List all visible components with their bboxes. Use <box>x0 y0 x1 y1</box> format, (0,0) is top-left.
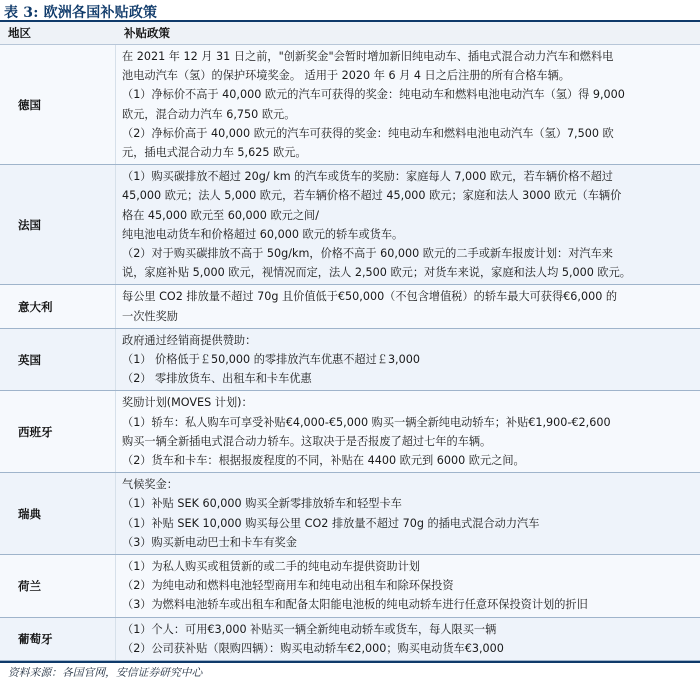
table-row <box>0 329 700 392</box>
table-row <box>0 473 700 555</box>
policy-line: （2）对于购买碳排放不高于 50g/km，价格不高于 60,000 欧元的二手或新车报废计划：对汽车来 <box>122 247 613 261</box>
table-row <box>0 555 700 618</box>
title-bar <box>0 0 700 22</box>
policy-line: （3）购买新电动巴士和卡车有奖金 <box>122 535 297 549</box>
policy-line: 一次性奖励 <box>122 309 178 323</box>
policy-line: （1）补贴 SEK 10,000 购买每公里 CO2 排放量不超过 70g 的插电式混合动力汽车 <box>122 516 540 530</box>
policy-line: （2）公司获补贴（限购四辆）：购买电动轿车€2,000；购买电动货车€3,000 <box>122 641 504 655</box>
row-policy <box>116 329 700 391</box>
policy-line: （2）净标价高于 40,000 欧元的汽车可获得的奖金：纯电动车和燃料电池电动汽车（氢）7,500 欧 <box>122 126 614 140</box>
row-region: 西班牙 <box>0 391 116 472</box>
policy-line: （1）个人：可用€3,000 补贴买一辆全新纯电动轿车或货车，每人限买一辆 <box>122 622 497 636</box>
row-region: 葡萄牙 <box>0 618 116 660</box>
table-title: 表 3: 欧洲各国补贴政策 <box>4 5 158 21</box>
policy-line: 购买一辆全新插电式混合动力轿车。这取决于是否报废了超过七年的车辆。 <box>122 434 492 448</box>
source-note: 资料来源：各国官网，安信证券研究中心 <box>8 666 203 680</box>
subsidy-table <box>0 22 700 663</box>
policy-line: 欧元，混合动力汽车 6,750 欧元。 <box>122 107 296 121</box>
policy-line: （1）为私人购买或租赁新的或二手的纯电动车提供资助计划 <box>122 560 420 574</box>
policy-line: 在 2021 年 12 月 31 日之前，"创新奖金"会暂时增加新旧纯电动车、插电式混合动力汽车和燃料电 <box>122 50 614 63</box>
policy-line: 奖励计划(MOVES 计划)： <box>122 396 253 410</box>
header-policy: 补贴政策 <box>124 26 170 40</box>
policy-line: 纯电池电动货车和价格超过 60,000 欧元的轿车或货车。 <box>122 227 404 241</box>
policy-line: 每公里 CO2 排放量不超过 70g 且价值低于€50,000（不包含增值税）的轿车最大可获得€6,000 的 <box>122 290 618 304</box>
policy-line: （1）补贴 SEK 60,000 购买全新零排放轿车和轻型卡车 <box>122 497 402 511</box>
policy-line: （1）轿车：私人购车可享受补贴€4,000-€5,000 购买一辆全新纯电动轿车；补贴€1,900-€2,600 <box>122 415 611 429</box>
table-row <box>0 391 700 473</box>
row-policy <box>116 473 700 554</box>
table-row <box>0 285 700 328</box>
table-row <box>0 45 700 165</box>
header-region: 地区 <box>8 26 31 40</box>
row-region: 荷兰 <box>0 555 116 617</box>
policy-line: （2）货车和卡车：根据报废程度的不同，补贴在 4400 欧元到 6000 欧元之间。 <box>122 454 525 468</box>
policy-line: （1）净标价不高于 40,000 欧元的汽车可获得的奖金：纯电动车和燃料电池电动汽车（氢）得 9,000 <box>122 88 625 102</box>
row-policy <box>116 618 700 660</box>
row-policy <box>116 555 700 617</box>
row-policy <box>116 45 700 164</box>
policy-line: （2）为纯电动和燃料电池轻型商用车和纯电动出租车和除环保投资 <box>122 579 454 593</box>
policy-line: 说，家庭补贴 5,000 欧元，视情况而定，法人 2,500 欧元；对货车来说，家庭和法人均 5,000 欧元。 <box>122 266 631 280</box>
row-region: 法国 <box>0 165 116 284</box>
row-policy <box>116 285 700 327</box>
policy-line: 池电动汽车（氢）的保护环境奖金。 适用于 2020 年 6 月 4 日之后注册的所有合格车辆。 <box>122 69 570 83</box>
row-region: 英国 <box>0 329 116 391</box>
row-region: 意大利 <box>0 285 116 327</box>
policy-line: （3）为燃料电池轿车或出租车和配备太阳能电池板的纯电动轿车进行任意环保投资计划的折旧 <box>122 598 588 612</box>
row-region: 瑞典 <box>0 473 116 554</box>
policy-line: （1）购买碳排放不超过 20g/ km 的汽车或货车的奖励：家庭每人 7,000 欧元，若车辆价格不超过 <box>122 170 613 184</box>
row-region: 德国 <box>0 45 116 164</box>
policy-line: 45,000 欧元；法人 5,000 欧元，若车辆价格不超过 45,000 欧元；家庭和法人 3000 欧元（车辆价 <box>122 189 622 203</box>
policy-line: 格在 45,000 欧元至 60,000 欧元之间/ <box>122 208 319 222</box>
table-header-row <box>0 22 700 45</box>
policy-line: （1） 价格低于￡50,000 的零排放汽车优惠不超过￡3,000 <box>122 353 420 367</box>
policy-line: 元，插电式混合动力车 5,625 欧元。 <box>122 146 307 160</box>
policy-line: 气候奖金： <box>122 478 178 492</box>
policy-line: 政府通过经销商提供赞助： <box>122 333 257 347</box>
policy-line: （2） 零排放货车、出租车和卡车优惠 <box>122 372 312 386</box>
table-row <box>0 165 700 285</box>
table-body <box>0 45 700 661</box>
row-policy <box>116 391 700 472</box>
table-row <box>0 618 700 661</box>
row-policy <box>116 165 700 284</box>
